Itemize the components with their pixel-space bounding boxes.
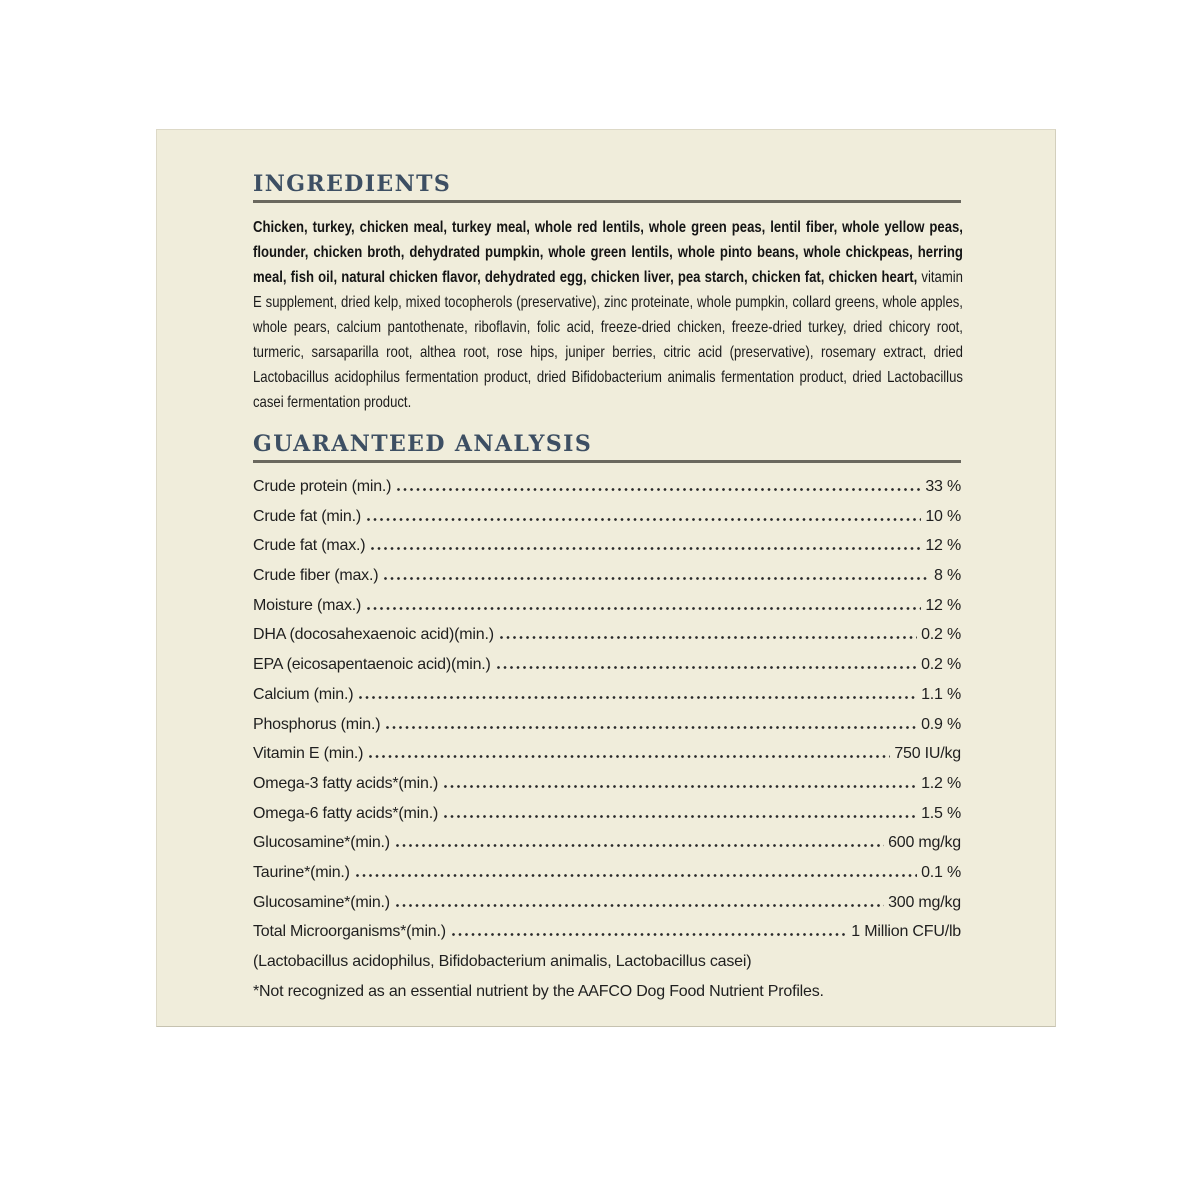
analysis-row-label: Taurine*(min.) xyxy=(253,863,350,881)
analysis-row xyxy=(253,828,961,858)
dot-leader xyxy=(452,933,847,936)
analysis-row xyxy=(253,620,961,650)
analysis-row-label: Calcium (min.) xyxy=(253,685,354,703)
analysis-row-value: 0.1 % xyxy=(921,863,961,881)
dot-leader xyxy=(384,577,930,580)
guaranteed-analysis-section xyxy=(253,431,961,1007)
analysis-row-label: Total Microorganisms*(min.) xyxy=(253,923,446,941)
dot-leader xyxy=(386,726,917,729)
analysis-row-label: Omega-3 fatty acids*(min.) xyxy=(253,774,439,792)
analysis-row-value: 1.2 % xyxy=(921,774,961,792)
nutrition-label xyxy=(156,129,1056,1027)
analysis-row-value: 750 IU/kg xyxy=(894,745,961,763)
analysis-row-label: Omega-6 fatty acids*(min.) xyxy=(253,804,439,822)
section-divider xyxy=(253,200,961,203)
dot-leader xyxy=(367,518,921,521)
analysis-row xyxy=(253,680,961,710)
dot-leader xyxy=(367,607,921,610)
dot-leader xyxy=(396,904,884,907)
analysis-row xyxy=(253,739,961,769)
analysis-row xyxy=(253,710,961,740)
analysis-row-value: 600 mg/kg xyxy=(888,834,961,852)
analysis-row-label: Glucosamine*(min.) xyxy=(253,834,390,852)
analysis-row xyxy=(253,888,961,918)
analysis-row xyxy=(253,531,961,561)
analysis-row-label: Glucosamine*(min.) xyxy=(253,893,390,911)
analysis-row xyxy=(253,561,961,591)
analysis-row-value: 1 Million CFU/lb xyxy=(851,923,961,941)
analysis-row xyxy=(253,472,961,502)
ingredients-bold-part: Chicken, turkey, chicken meal, turkey meal, whole red lentils, whole green peas, lentil fiber, whole yellow peas, flounder, chicken broth, dehydrated pumpkin, whole green lentils, whole pinto beans, whole chickpeas, herring meal, fish oil, natural chicken flavor, dehydrated egg, chicken liver, pea starch, chicken fat, chicken heart, xyxy=(253,219,963,286)
analysis-row xyxy=(253,502,961,532)
dot-leader xyxy=(356,874,917,877)
aafco-footnote: *Not recognized as an essential nutrient by the AAFCO Dog Food Nutrient Profiles. xyxy=(253,983,824,1000)
analysis-row xyxy=(253,650,961,680)
analysis-row-label: DHA (docosahexaenoic acid)(min.) xyxy=(253,626,494,644)
dot-leader xyxy=(369,755,890,758)
analysis-row-label: Crude fiber (max.) xyxy=(253,567,379,585)
ingredients-title: INGREDIENTS xyxy=(253,171,452,197)
analysis-row-value: 33 % xyxy=(925,478,961,495)
analysis-row-value: 1.1 % xyxy=(921,685,961,703)
analysis-row-label: EPA (eicosapentaenoic acid)(min.) xyxy=(253,656,491,674)
guaranteed-analysis-title: GUARANTEED ANALYSIS xyxy=(253,431,593,457)
analysis-row-label: Crude fat (max.) xyxy=(253,537,366,555)
analysis-row-value: 300 mg/kg xyxy=(888,893,961,911)
analysis-row-label: Moisture (max.) xyxy=(253,596,362,614)
analysis-row xyxy=(253,917,961,947)
dot-leader xyxy=(396,844,884,847)
analysis-row-label: Crude fat (min.) xyxy=(253,507,361,525)
analysis-row-label: Vitamin E (min.) xyxy=(253,745,364,763)
ingredients-paragraph xyxy=(253,215,963,415)
dot-leader xyxy=(500,636,917,639)
analysis-row xyxy=(253,858,961,888)
ingredients-regular-part: vitamin E supplement, dried kelp, mixed tocopherols (preservative), zinc proteinate, whole pumpkin, collard greens, whole apples, whole pears, calcium pantothenate, riboflavin, folic acid, freeze-dried chicken, freeze-dried turkey, dried chicory root, turmeric, sarsaparilla root, althea root, rose hips, juniper berries, citric acid (preservative), rosemary extract, dried Lactobacillus acidophilus fermentation product, dried Bifidobacterium animalis fermentation product, dried Lactobacillus casei fermentation product. xyxy=(253,269,963,411)
analysis-table xyxy=(253,472,961,947)
analysis-row xyxy=(253,799,961,829)
ingredients-section xyxy=(253,171,961,415)
analysis-row-value: 12 % xyxy=(925,596,961,614)
dot-leader xyxy=(397,488,921,491)
analysis-row-value: 10 % xyxy=(925,507,961,525)
dot-leader xyxy=(359,696,917,699)
dot-leader xyxy=(444,785,917,788)
analysis-row xyxy=(253,591,961,621)
microorganisms-detail: (Lactobacillus acidophilus, Bifidobacterium animalis, Lactobacillus casei) xyxy=(253,953,752,970)
analysis-row xyxy=(253,769,961,799)
analysis-row-value: 1.5 % xyxy=(921,804,961,822)
analysis-row-label: Phosphorus (min.) xyxy=(253,715,381,733)
analysis-row-label: Crude protein (min.) xyxy=(253,478,392,495)
dot-leader xyxy=(497,666,917,669)
dot-leader xyxy=(444,815,917,818)
analysis-row-value: 12 % xyxy=(925,537,961,555)
analysis-row-value: 0.2 % xyxy=(921,656,961,674)
section-divider xyxy=(253,460,961,463)
analysis-row-value: 0.9 % xyxy=(921,715,961,733)
analysis-row-value: 0.2 % xyxy=(921,626,961,644)
dot-leader xyxy=(371,547,921,550)
analysis-row-value: 8 % xyxy=(934,567,961,585)
